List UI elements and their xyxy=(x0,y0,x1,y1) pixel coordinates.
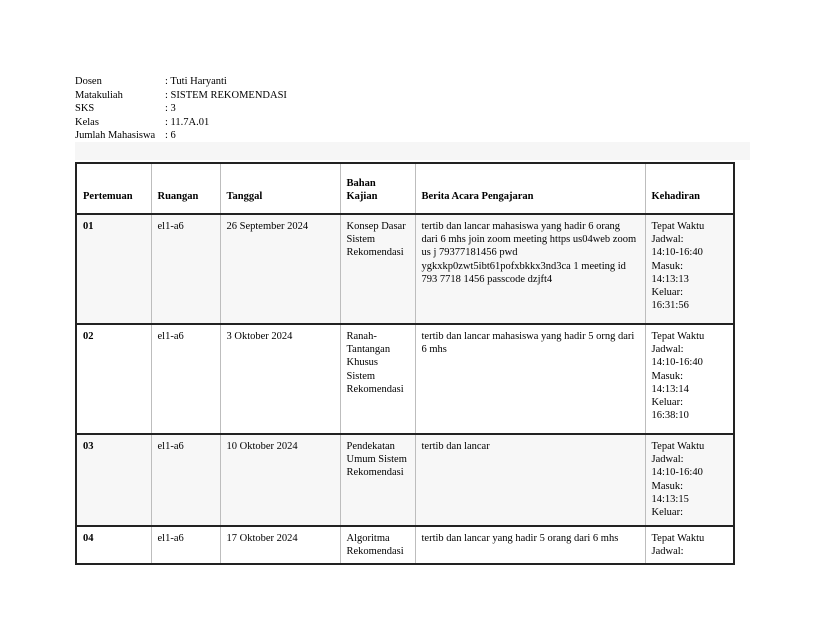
kehadiran-masuk-label: Masuk: xyxy=(651,260,683,272)
header-band xyxy=(75,142,750,160)
kehadiran-keluar-label: Keluar: xyxy=(651,287,683,299)
bahan-cell: Pendekatan Umum Sistem Rekomendasi xyxy=(340,434,415,526)
kehadiran-cell xyxy=(645,214,734,324)
kehadiran-jadwal-value: 14:10-16:40 xyxy=(651,467,703,479)
col-ruangan: Ruangan xyxy=(151,163,220,214)
kehadiran-status: Tepat Waktu xyxy=(651,221,705,232)
kehadiran-jadwal-value: 14:10-16:40 xyxy=(651,247,703,259)
tanggal-cell: 3 Oktober 2024 xyxy=(220,324,340,434)
pertemuan-cell: 01 xyxy=(76,214,151,324)
jumlah-label: Jumlah Mahasiswa xyxy=(75,130,156,141)
info-row-dosen xyxy=(75,75,287,89)
kehadiran-status: Tepat Waktu xyxy=(651,533,705,544)
kehadiran-jadwal-label: Jadwal: xyxy=(651,234,684,246)
attendance-table xyxy=(75,162,735,565)
pertemuan-cell: 04 xyxy=(76,526,151,564)
ruangan-cell: el1-a6 xyxy=(151,526,220,564)
kehadiran-jadwal-value: 14:10-16:40 xyxy=(651,357,703,369)
kehadiran-masuk-value: 14:13:14 xyxy=(651,383,689,395)
col-bahan-kajian: Bahan Kajian xyxy=(340,163,415,214)
table-row xyxy=(76,434,734,526)
kelas-label: Kelas xyxy=(75,116,99,128)
pertemuan-cell: 02 xyxy=(76,324,151,434)
course-info xyxy=(75,75,287,143)
kehadiran-keluar-label: Keluar: xyxy=(651,397,683,409)
bahan-cell: Algoritma Rekomendasi xyxy=(340,526,415,564)
col-tanggal: Tanggal xyxy=(220,163,340,214)
col-kehadiran: Kehadiran xyxy=(645,163,734,214)
kehadiran-status: Tepat Waktu xyxy=(651,441,705,452)
info-row-kelas xyxy=(75,116,287,130)
dosen-value: : Tuti Haryanti xyxy=(165,76,227,87)
sks-label: SKS xyxy=(75,103,95,114)
info-row-sks xyxy=(75,102,287,116)
sks-value: : 3 xyxy=(165,103,176,114)
kehadiran-cell xyxy=(645,526,734,564)
kehadiran-keluar-label: Keluar: xyxy=(651,507,683,519)
bahan-cell: Konsep Dasar Sistem Rekomendasi xyxy=(340,214,415,324)
kehadiran-cell xyxy=(645,324,734,434)
bahan-cell: Ranah-Tantangan Khusus Sistem Rekomendasi xyxy=(340,324,415,434)
ruangan-cell: el1-a6 xyxy=(151,214,220,324)
col-pertemuan: Pertemuan xyxy=(76,163,151,214)
kehadiran-keluar-value: 16:38:10 xyxy=(651,410,689,422)
kehadiran-cell xyxy=(645,434,734,526)
tanggal-cell: 17 Oktober 2024 xyxy=(220,526,340,564)
jumlah-value: : 6 xyxy=(165,130,176,141)
table-header-row xyxy=(76,163,734,214)
table-row xyxy=(76,324,734,434)
matakuliah-label: Matakuliah xyxy=(75,89,123,101)
kehadiran-masuk-value: 14:13:13 xyxy=(651,273,689,285)
col-berita-acara: Berita Acara Pengajaran xyxy=(415,163,645,214)
tanggal-cell: 10 Oktober 2024 xyxy=(220,434,340,526)
kehadiran-status: Tepat Waktu xyxy=(651,331,705,342)
table-row xyxy=(76,214,734,324)
pertemuan-cell: 03 xyxy=(76,434,151,526)
kehadiran-masuk-value: 14:13:15 xyxy=(651,493,689,505)
ruangan-cell: el1-a6 xyxy=(151,434,220,526)
berita-cell: tertib dan lancar xyxy=(415,434,645,526)
berita-cell: tertib dan lancar mahasiswa yang hadir 5 orng dari 6 mhs xyxy=(415,324,645,434)
kehadiran-jadwal-label: Jadwal: xyxy=(651,344,684,356)
kehadiran-jadwal-label: Jadwal: xyxy=(651,454,684,466)
dosen-label: Dosen xyxy=(75,76,102,87)
kehadiran-masuk-label: Masuk: xyxy=(651,370,683,382)
kehadiran-keluar-value: 16:31:56 xyxy=(651,300,689,312)
kehadiran-masuk-label: Masuk: xyxy=(651,480,683,492)
info-row-jumlah xyxy=(75,129,287,143)
kelas-value: : 11.7A.01 xyxy=(165,116,210,128)
berita-cell: tertib dan lancar yang hadir 5 orang dari 6 mhs xyxy=(415,526,645,564)
tanggal-cell: 26 September 2024 xyxy=(220,214,340,324)
kehadiran-jadwal-label: Jadwal: xyxy=(651,546,684,558)
berita-cell: tertib dan lancar mahasiswa yang hadir 6 orang dari 6 mhs join zoom meeting https us04web zoom us j 79377181456 pwd ygkxkp0zwt5ibt61pofxbkkx3nd3ca 1 meeting id 793 7718 1456 passcode dzjft4 xyxy=(415,214,645,324)
info-row-matakuliah xyxy=(75,89,287,103)
ruangan-cell: el1-a6 xyxy=(151,324,220,434)
table-row xyxy=(76,526,734,564)
matakuliah-value: : SISTEM REKOMENDASI xyxy=(165,89,287,101)
